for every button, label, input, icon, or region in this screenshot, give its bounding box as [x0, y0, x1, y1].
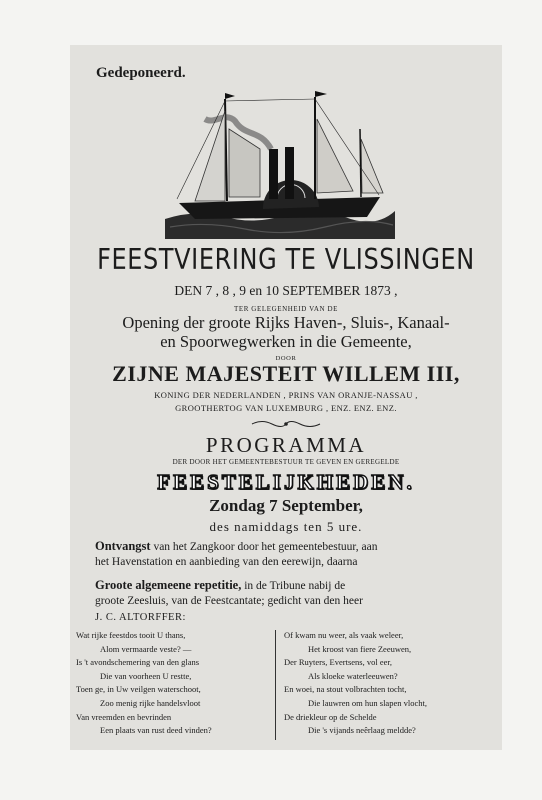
- poem-line: Een plaats van rust deed vinden?: [100, 725, 212, 736]
- poem-line: Zoo menig rijke handelsvloot: [100, 698, 201, 708]
- king-titles-line-1: KONING DER NEDERLANDEN , PRINS VAN ORANJE-NASSAU ,: [154, 390, 418, 400]
- festivities-heading: FEESTELIJKHEDEN.: [157, 470, 415, 494]
- poster-title: FEESTVIERING TE VLISSINGEN: [97, 243, 475, 277]
- poem-line: De driekleur op de Schelde: [284, 711, 377, 722]
- poem-divider: [275, 630, 276, 740]
- poem-line: Als kloeke waterleeuwen?: [308, 670, 398, 681]
- poem-line: Van vreemden en bevrinden: [76, 711, 172, 722]
- poem-line: Die van voorheen U restte,: [100, 670, 192, 681]
- majesty-heading: ZIJNE MAJESTEIT WILLEM III,: [112, 361, 460, 386]
- poem-line: Der Ruyters, Evertsens, vol eer,: [284, 657, 393, 668]
- paddle-steamer-illustration: [165, 89, 395, 239]
- reception-paragraph-line-1: [95, 539, 377, 554]
- poem-line: Toen ge, in Uw veilgen waterschoot,: [76, 684, 201, 695]
- by-line: DOOR: [275, 355, 297, 362]
- rehearsal-bold: Groote algemeene repetitie,: [95, 578, 242, 592]
- poem-line: Of kwam nu weer, als vaak weleer,: [284, 630, 404, 640]
- poem-line: En woei, na stout volbrachten tocht,: [284, 684, 407, 695]
- poem-line: Die 's vijands neêrlaag meldde?: [308, 725, 416, 736]
- event-dates: DEN 7 , 8 , 9 en 10 SEPTEMBER 1873 ,: [174, 283, 398, 298]
- reception-bold: Ontvangst: [95, 539, 151, 553]
- reception-rest: van het Zangkoor door het gemeentebestuur, aan: [150, 541, 378, 553]
- poem-line: Het kroost van fiere Zeeuwen,: [308, 643, 412, 654]
- deposited-label: Gedeponeerd.: [96, 65, 186, 81]
- poem-line: Die lauwren om hun slapen vlocht,: [308, 698, 427, 708]
- rehearsal-paragraph-line-2: groote Zeesluis, van de Feestcantate; gedicht van den heer: [95, 595, 363, 607]
- opening-line-2: en Spoorwegwerken in die Gemeente,: [160, 332, 412, 351]
- poem-line: Is 't avondschemering van den glans: [76, 657, 200, 668]
- sunday-heading: Zondag 7 September,: [209, 496, 363, 515]
- poem-author: J. C. ALTORFFER:: [95, 612, 186, 623]
- poem-line: Wat rijke feestdos tooit U thans,: [76, 630, 186, 640]
- occasion-line: TER GELEGENHEID VAN DE: [233, 305, 339, 313]
- organized-line: DER DOOR HET GEMEENTEBESTUUR TE GEVEN EN GEREGELDE: [172, 458, 400, 466]
- opening-line-1: Opening der groote Rijks Haven-, Sluis-, Kanaal-: [122, 313, 450, 332]
- poster-sheet: [70, 45, 502, 750]
- king-titles-line-2: GROOTHERTOG VAN LUXEMBURG , ENZ. ENZ. ENZ.: [175, 403, 397, 413]
- afternoon-time: des namiddags ten 5 ure.: [209, 519, 363, 534]
- rehearsal-rest: in de Tribune nabij de: [241, 580, 346, 592]
- reception-paragraph-line-2: het Havenstation en aanbieding van den eerewijn, daarna: [95, 556, 358, 568]
- poem-line: Alom vermaarde veste? —: [100, 643, 192, 654]
- rehearsal-paragraph-line-1: [95, 578, 345, 593]
- ornamental-flourish: [250, 419, 322, 429]
- programme-heading: PROGRAMMA: [205, 433, 367, 457]
